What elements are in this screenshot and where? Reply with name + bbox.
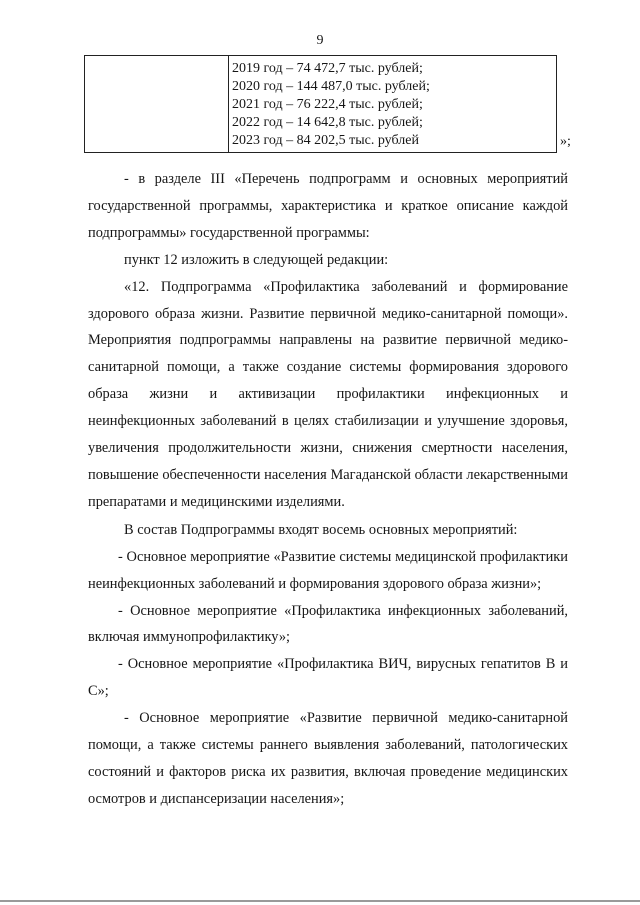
document-body — [88, 166, 568, 813]
paragraph-section-3-amendment: - в разделе III «Перечень подпрограмм и основных мероприятий государственной программы, характеристика и краткое описание каждой подпрограммы» государственной программы: — [88, 171, 568, 241]
financing-table — [84, 55, 557, 153]
page-bottom-edge — [0, 900, 640, 902]
table-cell-financing-by-year — [229, 56, 557, 153]
list-item-activity-hiv-hepatitis: - Основное мероприятие «Профилактика ВИЧ, вирусных гепатитов В и С»; — [88, 656, 568, 700]
year-amount-2022: 2022 год – 14 642,8 тыс. рублей; — [232, 115, 423, 130]
table-cell-empty — [85, 56, 229, 153]
paragraph-subprogram-description: «12. Подпрограмма «Профилактика заболеваний и формирование здорового образа жизни. Развитие первичной медико-санитарной помощи». Мероприятия подпрограммы направлены на развитие первичной медико-санитарной помощи, а также создание системы формирования здорового образа жизни и активизации профилактики инфекционных и неинфекционных заболеваний в целях стабилизации и улучшение здоровья, увеличения продолжительности жизни, снижения смертности населения, повышение обеспеченности населения Магаданской области лекарственными препаратами и медицинскими изделиями. — [88, 278, 568, 510]
paragraph-point-12-instruction: пункт 12 изложить в следующей редакции: — [124, 251, 389, 268]
year-amount-2020: 2020 год – 144 487,0 тыс. рублей; — [232, 79, 430, 94]
table-row — [85, 56, 557, 153]
year-amount-2019: 2019 год – 74 472,7 тыс. рублей; — [232, 61, 423, 76]
list-item-activity-prevention-ncd: - Основное мероприятие «Развитие системы медицинской профилактики неинфекционных заболеваний и формирования здорового образа жизни»; — [88, 548, 568, 592]
year-amount-2023: 2023 год – 84 202,5 тыс. рублей — [232, 133, 419, 148]
list-item-activity-infectious-prevention: - Основное мероприятие «Профилактика инфекционных заболеваний, включая иммунопрофилактику»; — [88, 602, 568, 646]
table-closing-quote: »; — [560, 134, 571, 149]
year-amount-2021: 2021 год – 76 222,4 тыс. рублей; — [232, 97, 423, 112]
list-item-activity-primary-care: - Основное мероприятие «Развитие первичной медико-санитарной помощи, а также системы раннего выявления заболеваний, патологических состояний и факторов риска их развития, включая проведение медицинских осмотров и диспансеризации населения»; — [88, 710, 568, 807]
page-number: 9 — [316, 33, 324, 48]
paragraph-main-activities-intro: В состав Подпрограммы входят восемь основных мероприятий: — [124, 521, 518, 538]
